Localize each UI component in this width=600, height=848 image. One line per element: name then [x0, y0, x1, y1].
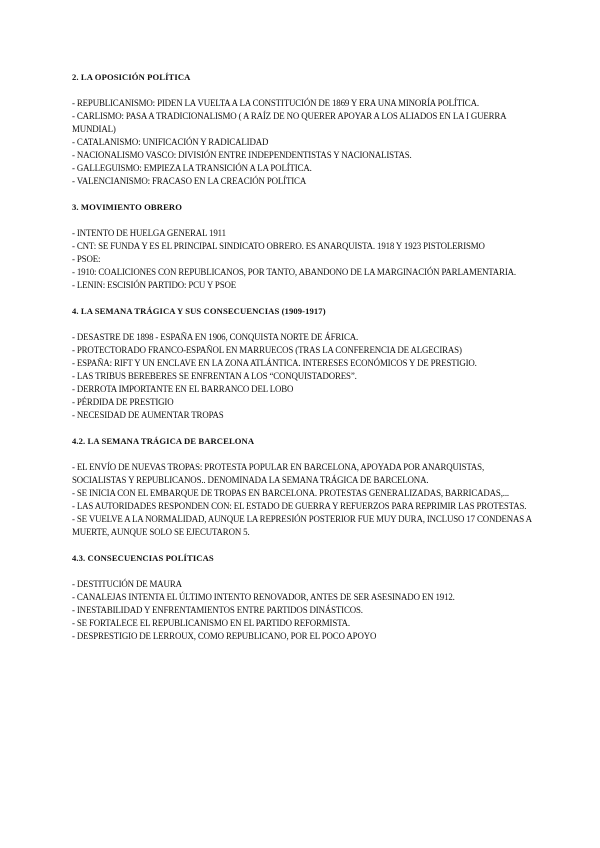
list-item: - LENIN: ESCISIÓN PARTIDO: PCU Y PSOE — [72, 280, 237, 290]
list-item: - NACIONALISMO VASCO: DIVISIÓN ENTRE INDEPENDENTISTAS Y NACIONALISTAS. — [72, 150, 412, 160]
list-item: - SE VUELVE A LA NORMALIDAD, AUNQUE LA REPRESIÓN POSTERIOR FUE MUY DURA, INCLUSO 17 CONDENAS A MUERTE, AUNQUE SOLO SE EJECUTARON 5. — [72, 514, 532, 537]
list-item: - DESPRESTIGIO DE LERROUX, COMO REPUBLICANO, POR EL POCO APOYO — [72, 631, 377, 641]
list-item: - PÉRDIDA DE PRESTIGIO — [72, 397, 174, 407]
section-consecuencias-politicas — [72, 552, 532, 643]
section-movimiento-obrero — [72, 201, 532, 292]
list-item: - DESTITUCIÓN DE MAURA — [72, 579, 182, 589]
list-item: - CARLISMO: PASA A TRADICIONALISMO ( A RAÍZ DE NO QUERER APOYAR A LOS ALIADOS EN LA I GUERRA MUNDIAL) — [72, 111, 506, 134]
list-item: - INESTABILIDAD Y ENFRENTAMIENTOS ENTRE PARTIDOS DINÁSTICOS. — [72, 605, 363, 615]
section-heading: 3. MOVIMIENTO OBRERO — [72, 202, 182, 212]
list-item: - ESPAÑA: RIFT Y UN ENCLAVE EN LA ZONA ATLÁNTICA. INTERESES ECONÓMICOS Y DE PRESTIGIO. — [72, 358, 477, 368]
list-item: - LAS TRIBUS BEREBERES SE ENFRENTAN A LOS “CONQUISTADORES”. — [72, 371, 357, 381]
list-item: - LAS AUTORIDADES RESPONDEN CON: EL ESTADO DE GUERRA Y REFUERZOS PARA REPRIMIR LAS PROTESTAS. — [72, 501, 527, 511]
section-semana-tragica-barcelona — [72, 435, 532, 539]
list-item: - SE FORTALECE EL REPUBLICANISMO EN EL PARTIDO REFORMISTA. — [72, 618, 350, 628]
list-item: - CATALANISMO: UNIFICACIÓN Y RADICALIDAD — [72, 137, 269, 147]
list-item: - GALLEGUISMO: EMPIEZA LA TRANSICIÓN A LA POLÍTICA. — [72, 163, 312, 173]
list-item: - 1910: COALICIONES CON REPUBLICANOS, POR TANTO, ABANDONO DE LA MARGINACIÓN PARLAMENTARIA. — [72, 267, 516, 277]
list-item: - DESASTRE DE 1898 - ESPAÑA EN 1906, CONQUISTA NORTE DE ÁFRICA. — [72, 332, 359, 342]
list-item: - PSOE: — [72, 254, 101, 264]
document-body — [72, 71, 532, 643]
list-item: - SE INICIA CON EL EMBARQUE DE TROPAS EN BARCELONA. PROTESTAS GENERALIZADAS, BARRICADAS,... — [72, 488, 509, 498]
section-heading: 2. LA OPOSICIÓN POLÍTICA — [72, 72, 191, 82]
list-item: - REPUBLICANISMO: PIDEN LA VUELTA A LA CONSTITUCIÓN DE 1869 Y ERA UNA MINORÍA POLÍTICA. — [72, 98, 479, 108]
list-item: - PROTECTORADO FRANCO-ESPAÑOL EN MARRUECOS (TRAS LA CONFERENCIA DE ALGECIRAS) — [72, 345, 462, 355]
list-item: - DERROTA IMPORTANTE EN EL BARRANCO DEL LOBO — [72, 384, 294, 394]
section-semana-tragica — [72, 305, 532, 422]
section-heading: 4.2. LA SEMANA TRÁGICA DE BARCELONA — [72, 436, 255, 446]
section-heading: 4.3. CONSECUENCIAS POLÍTICAS — [72, 553, 214, 563]
section-heading: 4. LA SEMANA TRÁGICA Y SUS CONSECUENCIAS (1909-1917) — [72, 306, 326, 316]
section-oposicion-politica — [72, 71, 532, 188]
list-item: - CANALEJAS INTENTA EL ÚLTIMO INTENTO RENOVADOR, ANTES DE SER ASESINADO EN 1912. — [72, 592, 455, 602]
list-item: - VALENCIANISMO: FRACASO EN LA CREACIÓN POLÍTICA — [72, 176, 307, 186]
list-item: - NECESIDAD DE AUMENTAR TROPAS — [72, 410, 224, 420]
list-item: - EL ENVÍO DE NUEVAS TROPAS: PROTESTA POPULAR EN BARCELONA, APOYADA POR ANARQUISTAS, SOCIALISTAS Y REPUBLICANOS.. DENOMINADA LA SEMANA TRÁGICA DE BARCELONA. — [72, 462, 485, 485]
list-item: - CNT: SE FUNDA Y ES EL PRINCIPAL SINDICATO OBRERO. ES ANARQUISTA. 1918 Y 1923 PISTOLERISMO — [72, 241, 485, 251]
list-item: - INTENTO DE HUELGA GENERAL 1911 — [72, 228, 226, 238]
